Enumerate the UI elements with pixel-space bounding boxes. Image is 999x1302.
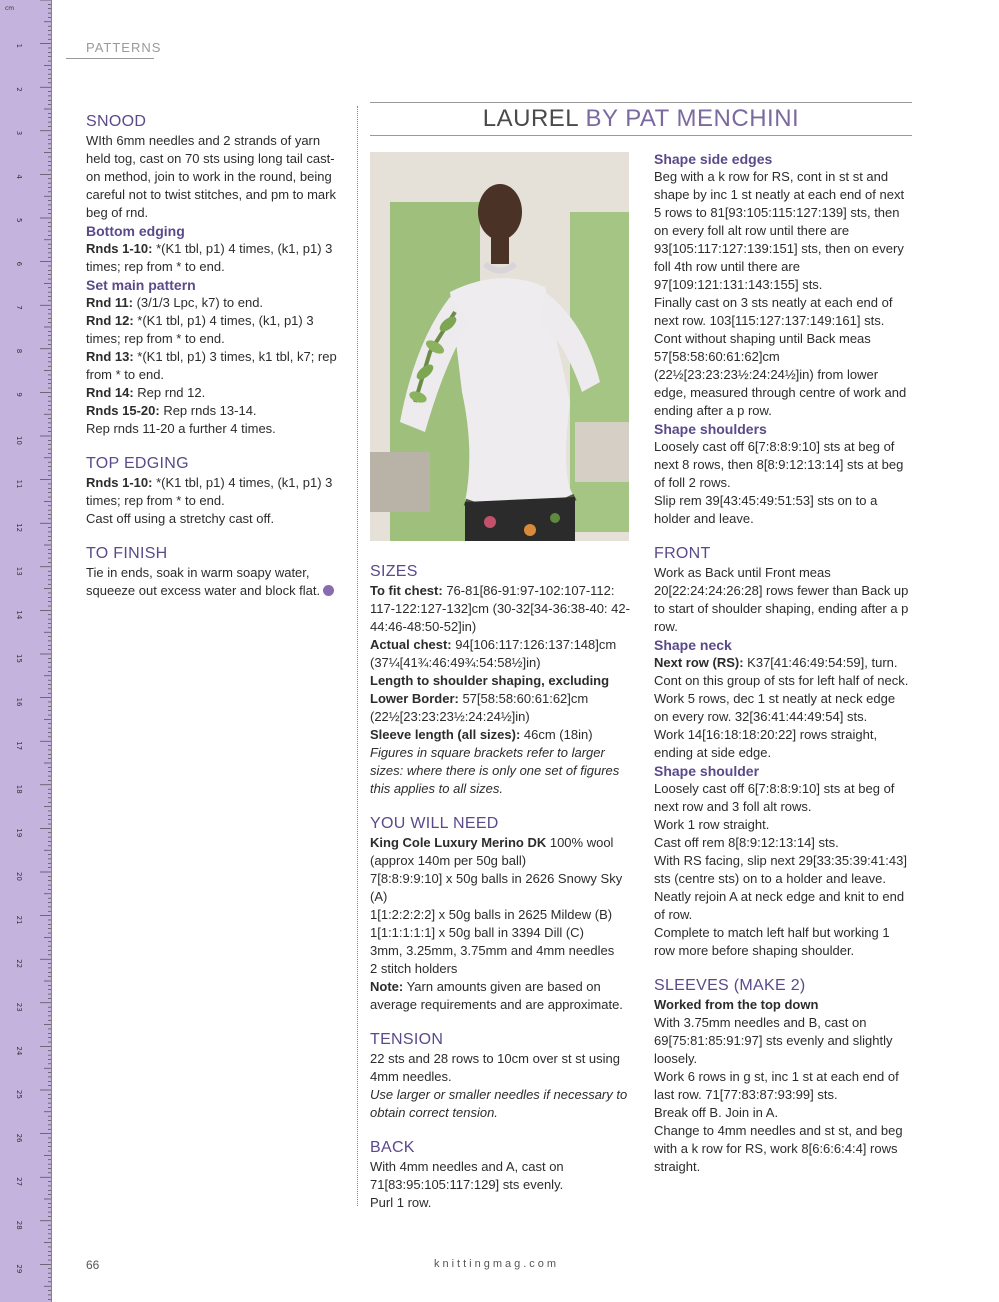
title-main: LAUREL — [482, 105, 579, 132]
rnd-text: Rep rnds 13-14. — [159, 403, 257, 418]
figures-note: Figures in square brackets refer to larger sizes: where there is only one set of figures this applies to all sizes. — [370, 745, 620, 796]
spec-value: 57[58:58:60:61:62]cm (22½[23:23:23½:24:24½]in) — [370, 691, 589, 724]
ruler-number: 12 — [15, 523, 23, 533]
finish-heading: TO FINISH — [86, 545, 168, 562]
rnd-label: Rnd 13: — [86, 349, 134, 364]
front-text: Work as Back until Front meas 20[22:24:24:26:28] rows fewer than Back up to start of shoulder shaping, ending after a p row. — [654, 565, 909, 634]
rnd-11 — [86, 294, 348, 312]
top-edging-heading: TOP EDGING — [86, 455, 189, 472]
ruler-number: 7 — [15, 305, 23, 310]
front-heading: FRONT — [654, 545, 711, 562]
row-text: K37[41:46:49:54:59], turn. — [743, 655, 898, 670]
yarn-detail: 100% wool (approx 140m per 50g ball) — [370, 835, 614, 868]
yarn-a: 7[8:8:9:9:10] x 50g balls in 2626 Snowy Sky (A) — [370, 871, 623, 904]
work6-text: Work 6 rows in g st, inc 1 st at each end of last row. 71[77:83:87:93:99] sts. — [654, 1069, 899, 1102]
next-row — [654, 654, 912, 672]
ruler-number: 21 — [15, 915, 23, 925]
ruler-number: 14 — [15, 610, 23, 620]
snood-text: WIth 6mm needles and 2 strands of yarn held tog, cast on 70 sts using long tail cast-on method, join to work in the round, being careful not to twist stitches, and pm to mark beg of rnd. — [86, 133, 336, 220]
ruler-number: 29 — [15, 1264, 23, 1274]
note-label: Note: — [370, 979, 404, 994]
cast-on-3-text: Finally cast on 3 sts neatly at each end of next row. 103[115:127:137:149:161] sts. — [654, 295, 893, 328]
rnd-label: Rnds 1-10: — [86, 475, 153, 490]
length-spec — [370, 672, 632, 726]
spec-label: To fit chest: — [370, 583, 443, 598]
model-photo — [370, 152, 629, 541]
rnds-1-10 — [86, 240, 348, 276]
ruler-number: 16 — [15, 697, 23, 707]
needles: 3mm, 3.25mm, 3.75mm and 4mm needles — [370, 943, 615, 958]
footer-url: knittingmag.com — [434, 1258, 560, 1270]
spec-value: 76-81[86-91:97-102:107-112: 117-122:127-132]cm (30-32[34-36:38-40: 42-44:46-48:50-52]in) — [370, 583, 630, 634]
shoulders-text: Loosely cast off 6[7:8:8:9:10] sts at beg of next 8 rows, then 8[8:9:12:13:14] sts at beg of foll 2 rows. — [654, 439, 904, 490]
row-label: Next row (RS): — [654, 655, 744, 670]
sleeves-text: With 3.75mm needles and B, cast on 69[75:81:85:91:97] sts evenly and slightly loosely. — [654, 1015, 893, 1066]
rnd-text: *(K1 tbl, p1) 3 times, k1 tbl, k7; rep from * to end. — [86, 349, 337, 382]
yarn-name: King Cole Luxury Merino DK — [370, 835, 547, 850]
work5-text: Work 5 rows, dec 1 st neatly at neck edge on every row. 32[36:41:44:49:54] sts. — [654, 691, 896, 724]
rnds-text: *(K1 tbl, p1) 4 times, (k1, p1) 3 times; rep from * to end. — [86, 241, 333, 274]
sweater-illustration — [370, 152, 629, 541]
rnd-12 — [86, 312, 348, 348]
rnd-text: *(K1 tbl, p1) 4 times, (k1, p1) 3 times; rep from * to end. — [86, 475, 333, 508]
need-heading: YOU WILL NEED — [370, 815, 499, 832]
fit-chest — [370, 582, 632, 636]
ruler-number: 4 — [15, 174, 23, 179]
rnds-label: Rnds 1-10: — [86, 241, 153, 256]
spec-label: Actual chest: — [370, 637, 452, 652]
ruler-number: 18 — [15, 784, 23, 794]
shoulder-heading: Shape shoulder — [654, 763, 760, 779]
spec-label: Length to shoulder shaping, excluding Lower Border: — [370, 673, 610, 706]
rnd-label: Rnd 14: — [86, 385, 134, 400]
spec-value: 46cm (18in) — [520, 727, 593, 742]
title-byline: BY PAT MENCHINI — [585, 105, 800, 132]
slip-text: Slip rem 39[43:45:49:51:53] sts on to a holder and leave. — [654, 493, 878, 526]
tension-heading: TENSION — [370, 1031, 444, 1048]
ruler-number: 22 — [15, 959, 23, 969]
column-divider — [357, 106, 358, 1206]
side-edges-text: Beg with a k row for RS, cont in st st and shape by inc 1 st neatly at each end of next 5 rows to 81[93:105:115:127:139] sts, then on every foll alt row until there are 93[105:117:127:139:151] sts, then on every foll 4th row until there are 97[109:121:131:143:155] sts. — [654, 169, 905, 292]
rnd-label: Rnds 15-20: — [86, 403, 160, 418]
page-number: 66 — [86, 1258, 100, 1272]
bottom-edging-heading: Bottom edging — [86, 223, 185, 239]
sleeves-heading: SLEEVES (MAKE 2) — [654, 977, 806, 994]
rnd-text: *(K1 tbl, p1) 4 times, (k1, p1) 3 times; rep from * to end. — [86, 313, 314, 346]
yarn-c: 1[1:1:1:1:1] x 50g ball in 3394 Dill (C) — [370, 925, 584, 940]
side-edges-heading: Shape side edges — [654, 151, 773, 167]
rnd-text: Rep rnd 12. — [133, 385, 206, 400]
change-text: Change to 4mm needles and st st, and beg with a k row for RS, work 8[6:6:6:4:4] rows straight. — [654, 1123, 903, 1174]
purl-text: Purl 1 row. — [370, 1195, 432, 1210]
ruler-number: 8 — [15, 348, 23, 354]
section-tag: PATTERNS — [66, 40, 154, 59]
cont-text: Cont without shaping until Back meas 57[58:58:60:61:62]cm (22½[23:23:23½:24:24½]in) from lower edge, measured through centre of work and ending after a p row. — [654, 331, 907, 418]
ruler-number: 5 — [15, 218, 23, 223]
ruler-number: 15 — [15, 654, 23, 663]
yarn-note — [370, 978, 632, 1014]
rep-text: Rep rnds 11-20 a further 4 times. — [86, 421, 276, 436]
right-column — [654, 150, 912, 1176]
complete-text: Complete to match left half but working 1 row more before shaping shoulder. — [654, 925, 890, 958]
back-heading: BACK — [370, 1139, 415, 1156]
set-main-heading: Set main pattern — [86, 277, 196, 293]
holders: 2 stitch holders — [370, 961, 458, 976]
middle-column — [370, 562, 632, 1212]
ruler-number: 13 — [15, 566, 23, 576]
ruler-number: 19 — [15, 828, 23, 838]
tension-text: 22 sts and 28 rows to 10cm over st st using 4mm needles. — [370, 1051, 621, 1084]
top-down-label: Worked from the top down — [654, 997, 819, 1012]
rnds-15-20 — [86, 402, 348, 420]
cast-off-text: Cast off using a stretchy cast off. — [86, 511, 275, 526]
finish-paragraph — [86, 564, 348, 600]
cast-off-rem-text: Cast off rem 8[8:9:12:13:14] sts. — [654, 835, 839, 850]
rnd-label: Rnd 11: — [86, 295, 133, 310]
sleeve-spec — [370, 726, 632, 744]
ruler-number: 2 — [15, 87, 23, 92]
finish-text: Tie in ends, soak in warm soapy water, squeeze out excess water and block flat. — [86, 565, 321, 598]
neck-heading: Shape neck — [654, 637, 732, 653]
rejoin-text: Neatly rejoin A at neck edge and knit to end of row. — [654, 889, 905, 922]
ruler-number: 6 — [15, 261, 23, 267]
measuring-ruler — [0, 0, 52, 1302]
rnd-label: Rnd 12: — [86, 313, 134, 328]
sizes-heading: SIZES — [370, 563, 418, 580]
shoulder-text: Loosely cast off 6[7:8:8:9:10] sts at beg of next row and 3 foll alt rows. — [654, 781, 895, 814]
left-column — [86, 112, 348, 600]
ruler-number: 25 — [15, 1090, 23, 1099]
top-rnds — [86, 474, 348, 510]
shoulders-heading: Shape shoulders — [654, 421, 767, 437]
tension-note: Use larger or smaller needles if necessary to obtain correct tension. — [370, 1087, 628, 1120]
yarn-b: 1[1:2:2:2:2] x 50g balls in 2625 Mildew (B) — [370, 907, 613, 922]
snood-heading: SNOOD — [86, 113, 147, 130]
break-text: Break off B. Join in A. — [654, 1105, 779, 1120]
ruler-ticks — [0, 0, 52, 1302]
back-text: With 4mm needles and A, cast on 71[83:95:105:117:129] sts evenly. — [370, 1159, 564, 1192]
pattern-title — [370, 102, 912, 136]
ruler-number: 1 — [15, 43, 23, 49]
ruler-number: 24 — [15, 1046, 23, 1056]
rnd-text: (3/1/3 Lpc, k7) to end. — [132, 295, 264, 310]
actual-chest — [370, 636, 632, 672]
note-text: Yarn amounts given are based on average requirements and are approximate. — [370, 979, 623, 1012]
rnd-13 — [86, 348, 348, 384]
ruler-unit: cm — [5, 5, 15, 12]
ruler-number: 17 — [15, 741, 23, 751]
ruler-number: 23 — [15, 1002, 23, 1012]
cont-group-text: Cont on this group of sts for left half of neck. — [654, 673, 909, 688]
spec-value: 94[106:117:126:137:148]cm (37¼[41¾:46:49¾:54:58½]in) — [370, 637, 617, 670]
ruler-number: 27 — [15, 1177, 23, 1187]
yarn-ball-icon — [323, 585, 334, 596]
ruler-number: 26 — [15, 1133, 23, 1143]
work14-text: Work 14[16:18:18:20:22] rows straight, ending at side edge. — [654, 727, 878, 760]
yarn-spec — [370, 834, 632, 870]
work1-text: Work 1 row straight. — [654, 817, 770, 832]
ruler-number: 20 — [15, 872, 23, 881]
rs-facing-text: With RS facing, slip next 29[33:35:39:41:43] sts (centre sts) on to a holder and leave. — [654, 853, 907, 886]
spec-label: Sleeve length (all sizes): — [370, 727, 521, 742]
rnd-14 — [86, 384, 348, 402]
ruler-number: 28 — [15, 1220, 23, 1230]
ruler-number: 10 — [15, 436, 23, 445]
ruler-number: 9 — [15, 392, 23, 397]
ruler-number: 11 — [15, 479, 23, 489]
ruler-number: 3 — [15, 130, 23, 136]
